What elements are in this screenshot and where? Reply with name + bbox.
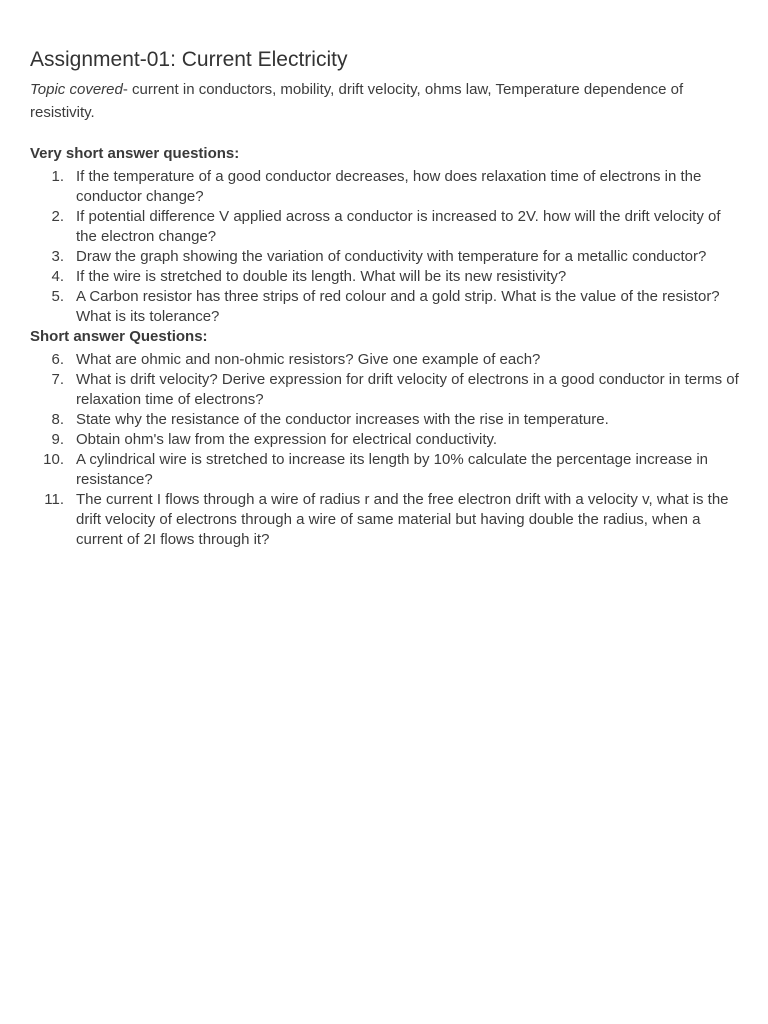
question-number: 5.	[51, 288, 64, 305]
question-number: 11.	[44, 491, 64, 508]
question-text: What are ohmic and non-ohmic resistors? Give one example of each?	[76, 351, 541, 368]
question-number: 9.	[51, 431, 64, 448]
section-heading-very-short: Very short answer questions:	[30, 145, 240, 162]
question-item	[30, 370, 740, 410]
question-list-short	[30, 350, 740, 550]
question-text: A Carbon resistor has three strips of red colour and a gold strip. What is the value of the resistor? What is its tolerance?	[76, 288, 720, 325]
question-number: 10.	[43, 451, 64, 468]
question-item	[30, 490, 740, 550]
question-text: State why the resistance of the conductor increases with the rise in temperature.	[76, 411, 609, 428]
question-list-very-short	[30, 167, 740, 327]
question-item	[30, 247, 740, 267]
question-item	[30, 450, 740, 490]
question-text: What is drift velocity? Derive expression for drift velocity of electrons in a good conductor in terms of relaxation time of electrons?	[76, 371, 739, 408]
topic-label: Topic covered	[30, 81, 123, 98]
question-text: If the wire is stretched to double its length. What will be its new resistivity?	[76, 268, 567, 285]
section-heading-short: Short answer Questions:	[30, 328, 208, 345]
question-number: 3.	[51, 248, 64, 265]
question-text: Obtain ohm's law from the expression for electrical conductivity.	[76, 431, 498, 448]
question-number: 2.	[51, 208, 64, 225]
question-number: 6.	[51, 351, 64, 368]
question-item	[30, 430, 740, 450]
document-title: Assignment-01: Current Electricity	[30, 48, 348, 71]
question-item	[30, 167, 740, 207]
question-item	[30, 287, 740, 327]
question-text: If potential difference V applied across a conductor is increased to 2V. how will the drift velocity of the electron change?	[76, 208, 721, 245]
question-number: 1.	[51, 168, 64, 185]
question-text: If the temperature of a good conductor decreases, how does relaxation time of electrons in the conductor change?	[76, 168, 702, 205]
question-text: A cylindrical wire is stretched to increase its length by 10% calculate the percentage increase in resistance?	[76, 451, 708, 488]
question-text: Draw the graph showing the variation of conductivity with temperature for a metallic conductor?	[76, 248, 707, 265]
question-item	[30, 410, 740, 430]
question-item	[30, 267, 740, 287]
question-item	[30, 207, 740, 247]
question-number: 7.	[51, 371, 64, 388]
question-text: The current I flows through a wire of radius r and the free electron drift with a velocity v, what is the drift velocity of electrons through a wire of same material but having double the radius, when a current of 2I flows through it?	[76, 491, 729, 548]
question-number: 8.	[51, 411, 64, 428]
question-number: 4.	[51, 268, 64, 285]
question-item	[30, 350, 740, 370]
topic-text: - current in conductors, mobility, drift velocity, ohms law, Temperature dependence of resistivity.	[30, 81, 684, 121]
topic-paragraph	[30, 79, 740, 124]
